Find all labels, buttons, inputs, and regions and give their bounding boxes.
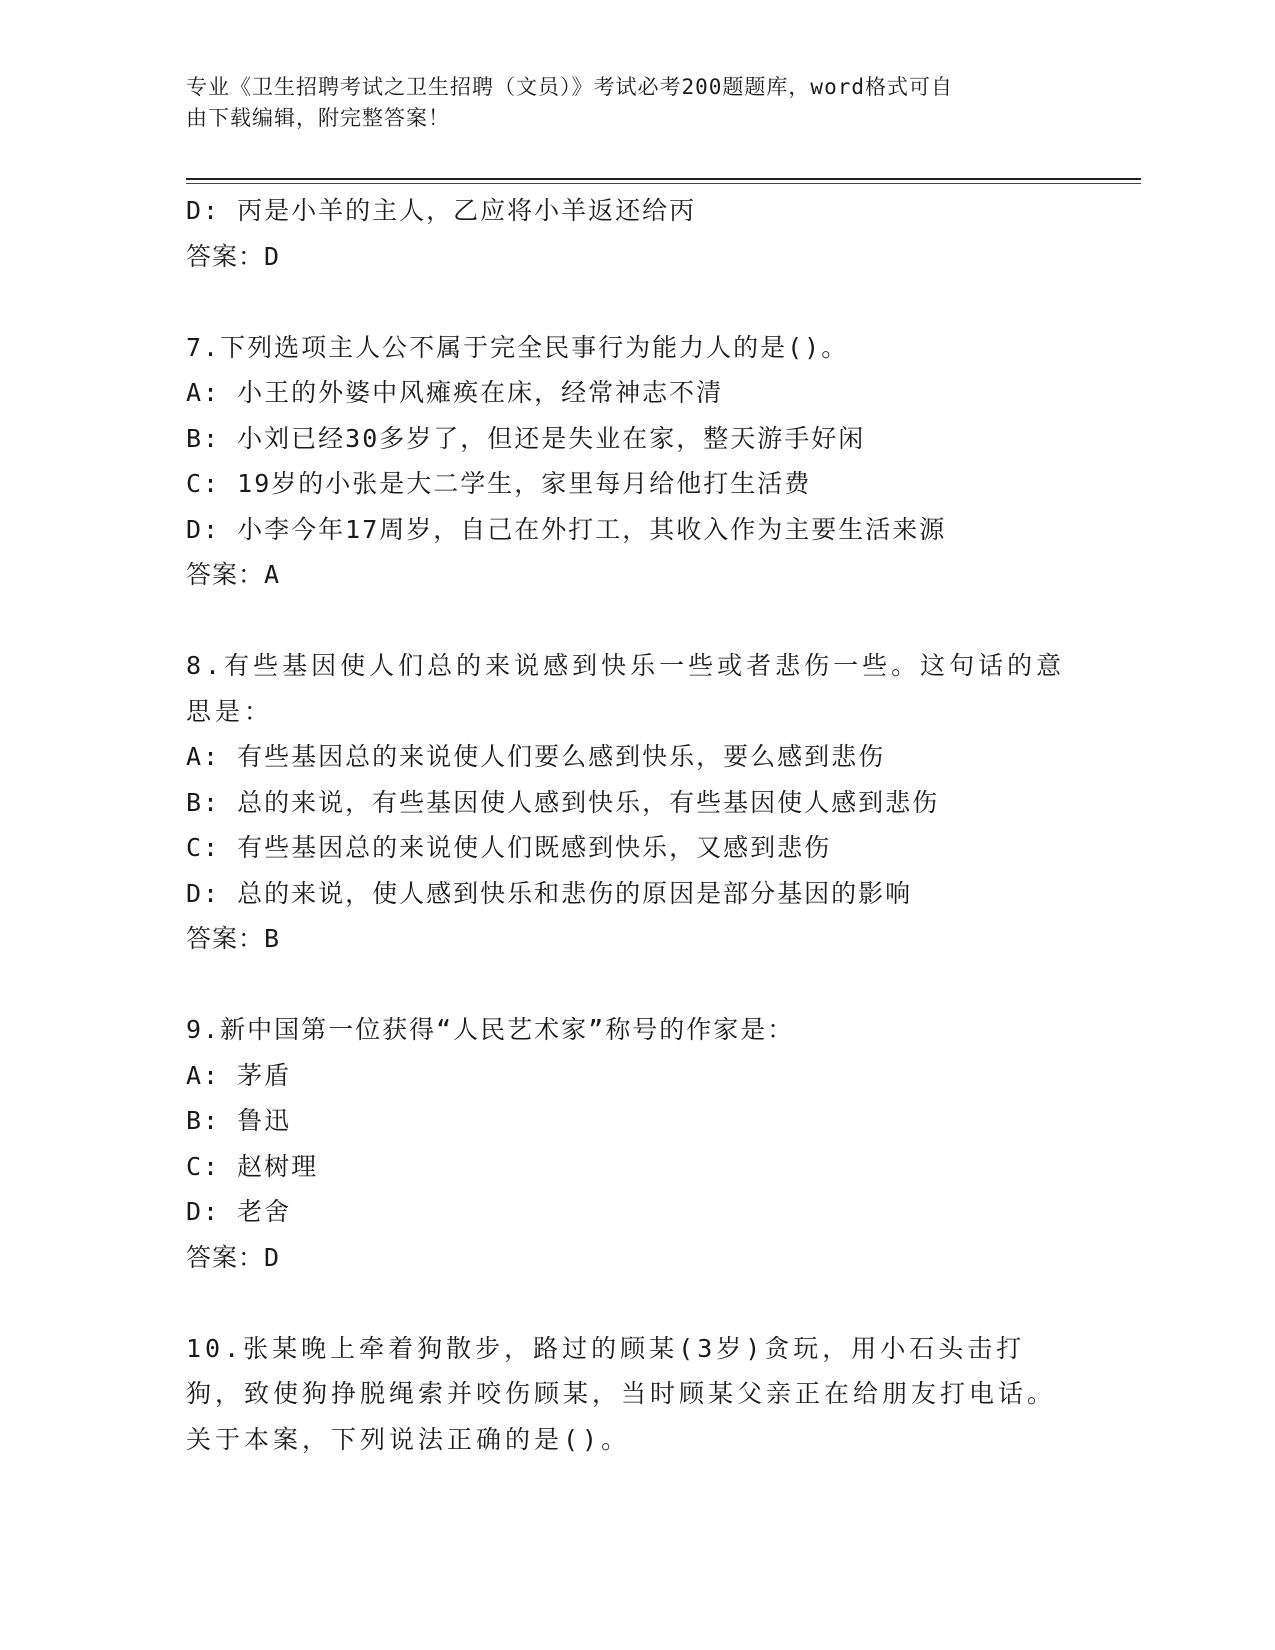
- option-c: C: 有些基因总的来说使人们既感到快乐，又感到悲伤: [186, 833, 832, 862]
- prev-option-d: D: 丙是小羊的主人，乙应将小羊返还给丙: [186, 196, 697, 225]
- question-7: [186, 325, 1106, 598]
- option-c: C: 19岁的小张是大二学生，家里每月给他打生活费: [186, 469, 812, 498]
- answer: 答案：D: [186, 1242, 281, 1272]
- question-10: [186, 1326, 1106, 1463]
- header-line-2: 由下载编辑，附完整答案！: [186, 106, 450, 130]
- option-a: A: 小王的外婆中风瘫痪在床，经常神志不清: [186, 378, 724, 407]
- answer: 答案：A: [186, 560, 281, 589]
- option-b: B: 小刘已经30多岁了，但还是失业在家，整天游手好闲: [186, 423, 866, 453]
- document-header: [186, 72, 1086, 134]
- header-rule-thick: [186, 178, 1141, 180]
- question-stem: 10.张某晚上牵着狗散步，路过的顾某(3岁)贪玩，用小石头击打狗，致使狗挣脱绳索并咬伤顾某，当时顾某父亲正在给朋友打电话。关于本案，下列说法正确的是()。: [186, 1333, 1057, 1454]
- option-b: B: 鲁迅: [186, 1106, 292, 1135]
- question-9: [186, 1007, 1106, 1280]
- option-c: C: 赵树理: [186, 1151, 319, 1181]
- option-b: B: 总的来说，有些基因使人感到快乐，有些基因使人感到悲伤: [186, 787, 940, 817]
- header-rule-thin: [186, 183, 1141, 184]
- option-d: D: 老舍: [186, 1197, 292, 1226]
- header-line-1: 专业《卫生招聘考试之卫生招聘（文员）》考试必考200题题库，word格式可自: [186, 75, 953, 99]
- prev-answer: 答案：D: [186, 241, 281, 271]
- question-stem: 7.下列选项主人公不属于完全民事行为能力人的是()。: [186, 332, 849, 362]
- answer: 答案：B: [186, 924, 281, 953]
- option-d: D: 小李今年17周岁，自己在外打工，其收入作为主要生活来源: [186, 514, 947, 544]
- document-body: [186, 188, 1106, 1462]
- question-stem: 8.有些基因使人们总的来说感到快乐一些或者悲伤一些。这句话的意思是：: [186, 651, 1066, 726]
- question-stem: 9.新中国第一位获得“人民艺术家”称号的作家是：: [186, 1015, 795, 1044]
- option-d: D: 总的来说，使人感到快乐和悲伤的原因是部分基因的影响: [186, 878, 913, 908]
- option-a: A: 有些基因总的来说使人们要么感到快乐，要么感到悲伤: [186, 742, 886, 771]
- question-8: [186, 643, 1106, 962]
- option-a: A: 茅盾: [186, 1060, 292, 1090]
